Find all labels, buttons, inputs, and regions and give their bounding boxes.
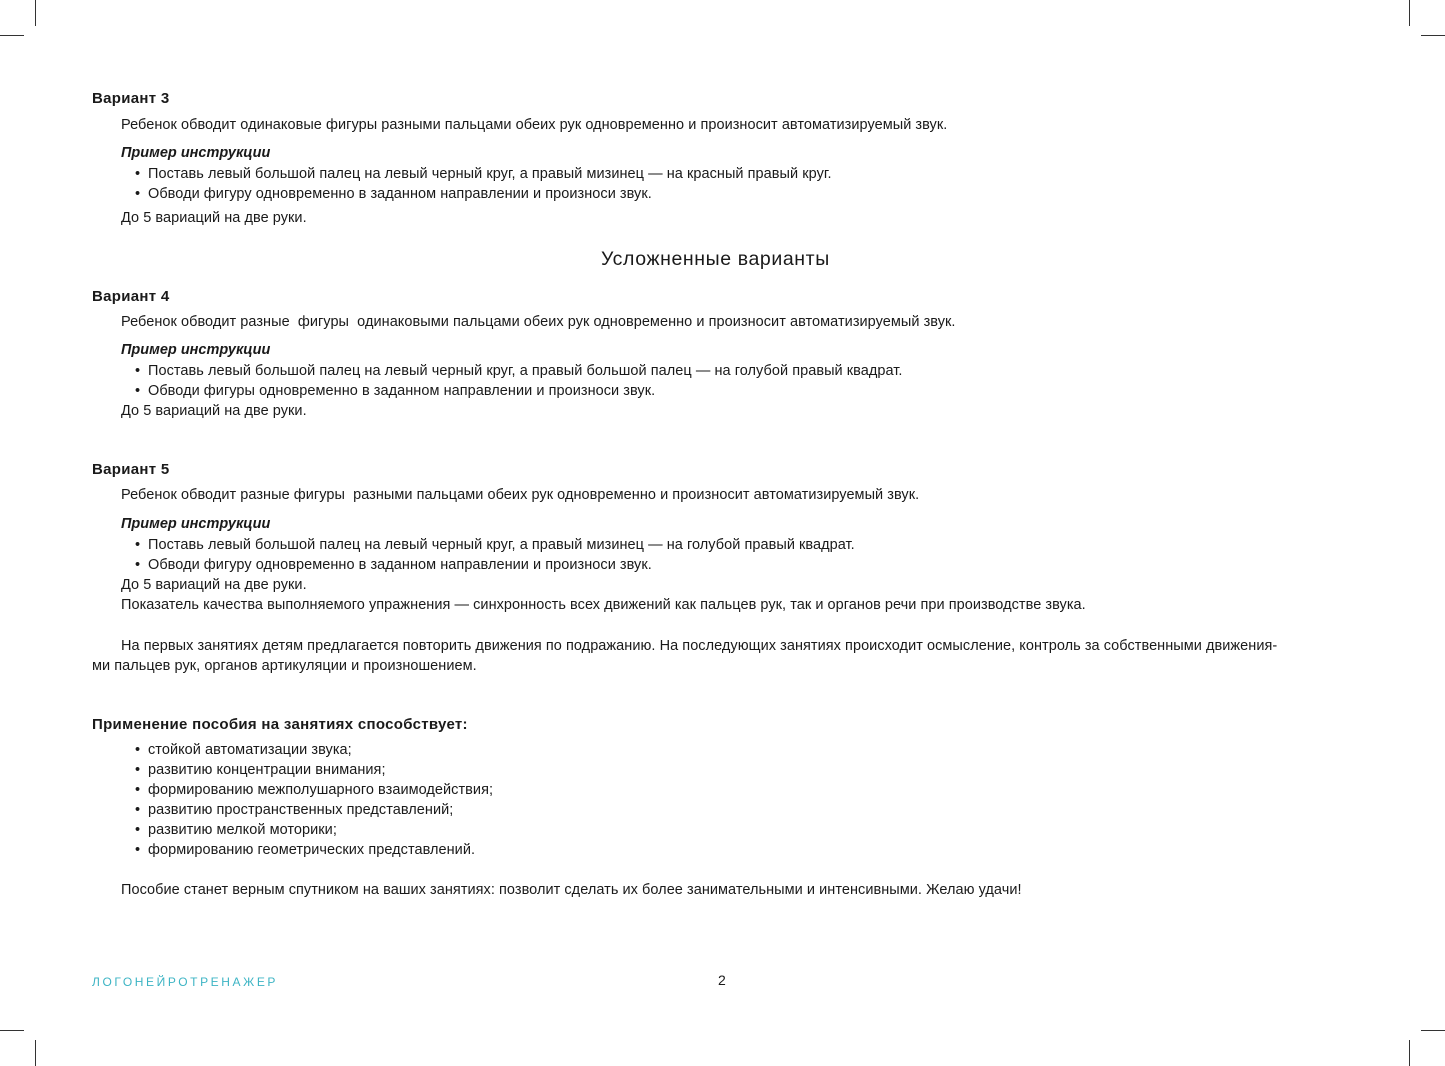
variant5-description: Ребенок обводит разные фигуры разными пальцами обеих рук одновременно и произносит автоматизируемый звук.: [121, 487, 920, 503]
variant3-description: Ребенок обводит одинаковые фигуры разными пальцами обеих рук одновременно и произносит автоматизируемый звук.: [121, 117, 948, 133]
variant4-note: До 5 вариаций на две руки.: [121, 403, 307, 419]
crop-mark-bottom-left-vertical: [35, 1040, 36, 1066]
variant5-example-label: Пример инструкции: [121, 516, 271, 532]
variant5-quality-indicator: Показатель качества выполняемого упражнения — синхронность всех движений как пальцев рук, так и органов речи при производстве звука.: [121, 597, 1086, 613]
crop-mark-top-right-horizontal: [1421, 35, 1445, 36]
variant3-heading: Вариант 3: [92, 90, 170, 107]
variant3-bullet-1: • Поставь левый большой палец на левый черный круг, а правый мизинец — на красный правый круг.: [135, 164, 832, 184]
crop-mark-bottom-right-horizontal: [1421, 1030, 1445, 1031]
footer-brand: ЛОГОНЕЙРОТРЕНАЖЕР: [92, 975, 279, 989]
page-number: 2: [718, 972, 726, 988]
benefits-heading: Применение пособия на занятиях способствует:: [92, 716, 468, 733]
variant3-example-label: Пример инструкции: [121, 145, 271, 161]
paragraph-line-2: ми пальцев рук, органов артикуляции и произношением.: [92, 658, 477, 674]
variant4-example-label: Пример инструкции: [121, 342, 271, 358]
variant5-note: До 5 вариаций на две руки.: [121, 577, 307, 593]
benefit-item: • формированию геометрических представлений.: [135, 840, 475, 860]
benefit-item: • формированию межполушарного взаимодействия;: [135, 780, 493, 800]
variant3-bullet-2: • Обводи фигуру одновременно в заданном направлении и произноси звук.: [135, 184, 652, 204]
variant5-bullet-1: • Поставь левый большой палец на левый черный круг, а правый мизинец — на голубой правый квадрат.: [135, 535, 855, 555]
crop-mark-top-left-vertical: [35, 0, 36, 26]
paragraph-line-1: На первых занятиях детям предлагается повторить движения по подражанию. На последующих занятиях происходит осмысление, контроль за собственными движения-: [121, 638, 1278, 654]
benefit-item: • развитию концентрации внимания;: [135, 760, 386, 780]
benefit-item: • развитию пространственных представлений;: [135, 800, 453, 820]
variant4-heading: Вариант 4: [92, 288, 170, 305]
crop-mark-top-left-horizontal: [0, 35, 24, 36]
crop-mark-bottom-left-horizontal: [0, 1030, 24, 1031]
benefit-item: • развитию мелкой моторики;: [135, 820, 337, 840]
variant4-description: Ребенок обводит разные фигуры одинаковыми пальцами обеих рук одновременно и произносит автоматизируемый звук.: [121, 314, 956, 330]
benefit-item: • стойкой автоматизации звука;: [135, 740, 352, 760]
crop-mark-bottom-right-vertical: [1409, 1040, 1410, 1066]
variant4-bullet-1: • Поставь левый большой палец на левый черный круг, а правый большой палец — на голубой правый квадрат.: [135, 361, 902, 381]
crop-mark-top-right-vertical: [1409, 0, 1410, 26]
variant5-bullet-2: • Обводи фигуру одновременно в заданном направлении и произноси звук.: [135, 555, 652, 575]
variant5-heading: Вариант 5: [92, 461, 170, 478]
complex-variants-title: Усложненные варианты: [601, 248, 830, 270]
closing-paragraph: Пособие станет верным спутником на ваших занятиях: позволит сделать их более занимательными и интенсивными. Желаю удачи!: [121, 882, 1022, 898]
variant4-bullet-2: • Обводи фигуры одновременно в заданном направлении и произноси звук.: [135, 381, 655, 401]
variant3-note: До 5 вариаций на две руки.: [121, 210, 307, 226]
